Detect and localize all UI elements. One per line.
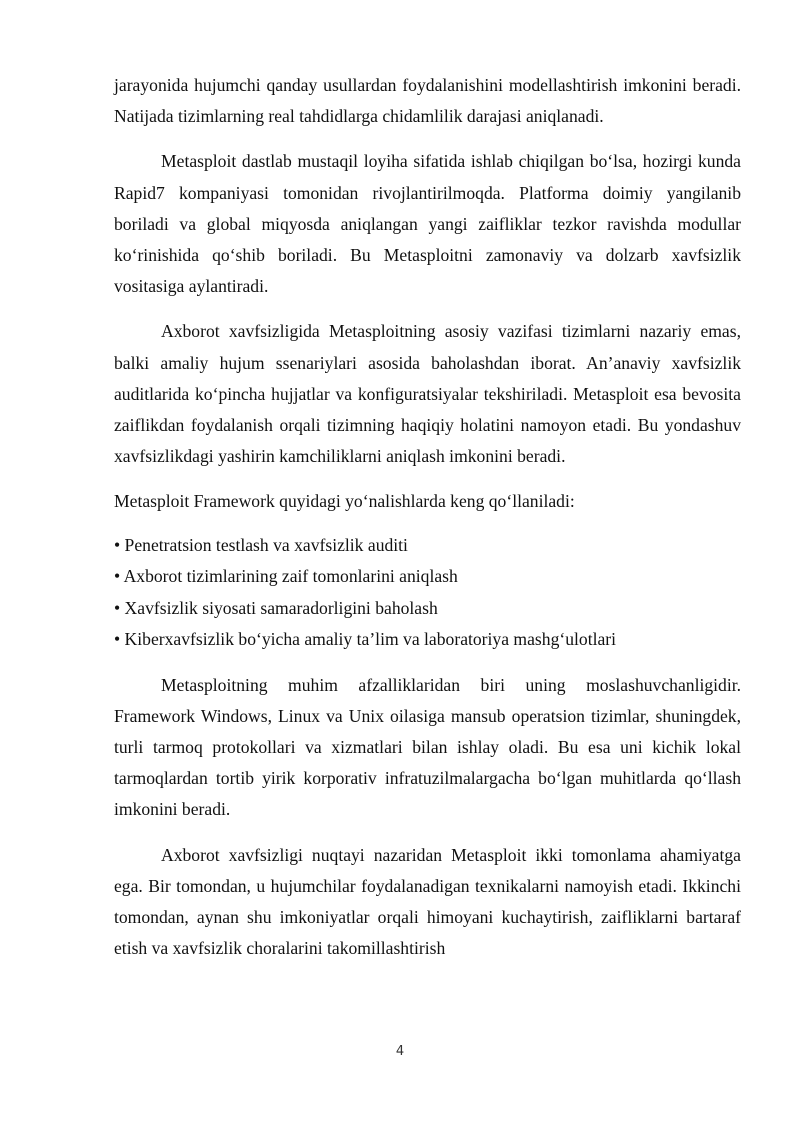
document-page xyxy=(114,70,741,964)
paragraph-main-purpose: Axborot xavfsizligida Metasploitning asosiy vazifasi tizimlarni nazariy emas, balki amaliy hujum ssenariylari asosida baholashdan iborat. An’anaviy xavfsizlik auditlarida ko‘pincha hujjatlar va konfiguratsiyalar tekshiriladi. Metasploit esa bevosita zaiflikdan foydalanish orqali tizimning haqiqiy holatini namoyon etadi. Bu yondashuv xavfsizlikdagi yashirin kamchiliklarni aniqlash imkonini beradi. xyxy=(114,321,741,467)
paragraph-flexibility: Metasploitning muhim afzalliklaridan biri uning moslashuvchanligidir. Framework Windows, Linux va Unix oilasiga mansub operatsion tizimlar, shuningdek, turli tarmoq protokollari va xizmatlari bilan ishlay oladi. Bu esa uni kichik lokal tarmoqlardan tortib yirik korporativ infratuzilmalargacha bo‘lgan muhitlarda qo‘llash imkonini beradi. xyxy=(114,674,741,820)
page-number: 4 xyxy=(395,1044,405,1059)
paragraph-list-intro: Metasploit Framework quyidagi yo‘nalishlarda keng qo‘llaniladi: xyxy=(114,491,575,512)
list-item: • Axborot tizimlarining zaif tomonlarini aniqlash xyxy=(114,566,458,587)
list-item: • Kiberxavfsizlik bo‘yicha amaliy ta’lim va laboratoriya mashg‘ulotlari xyxy=(114,629,617,650)
usage-list xyxy=(114,530,741,656)
list-item: • Xavfsizlik siyosati samaradorligini baholash xyxy=(114,597,438,618)
paragraph-rapid7: Metasploit dastlab mustaqil loyiha sifatida ishlab chiqilgan bo‘lsa, hozirgi kunda Rapid7 kompaniyasi tomonidan rivojlantirilmoqda. Platforma doimiy yangilanib boriladi va global miqyosda aniqlangan yangi zaifliklar tezkor ravishda modullar ko‘rinishida qo‘shib boriladi. Bu Metasploitni zamonaviy va dolzarb xavfsizlik vositasiga aylantiradi. xyxy=(114,151,741,297)
paragraph-dual-significance: Axborot xavfsizligi nuqtayi nazaridan Metasploit ikki tomonlama ahamiyatga ega. Bir tomondan, u hujumchilar foydalanadigan texnikalarni namoyish etadi. Ikkinchi tomondan, aynan shu imkoniyatlar orqali himoyani kuchaytirish, zaifliklarni bartaraf etish va xavfsizlik choralarini takomillashtirish xyxy=(114,844,741,959)
list-item: • Penetratsion testlash va xavfsizlik auditi xyxy=(114,534,408,555)
paragraph-continuation: jarayonida hujumchi qanday usullardan foydalanishini modellashtirish imkonini beradi. Natijada tizimlarning real tahdidlarga chidamlilik darajasi aniqlanadi. xyxy=(114,75,741,127)
